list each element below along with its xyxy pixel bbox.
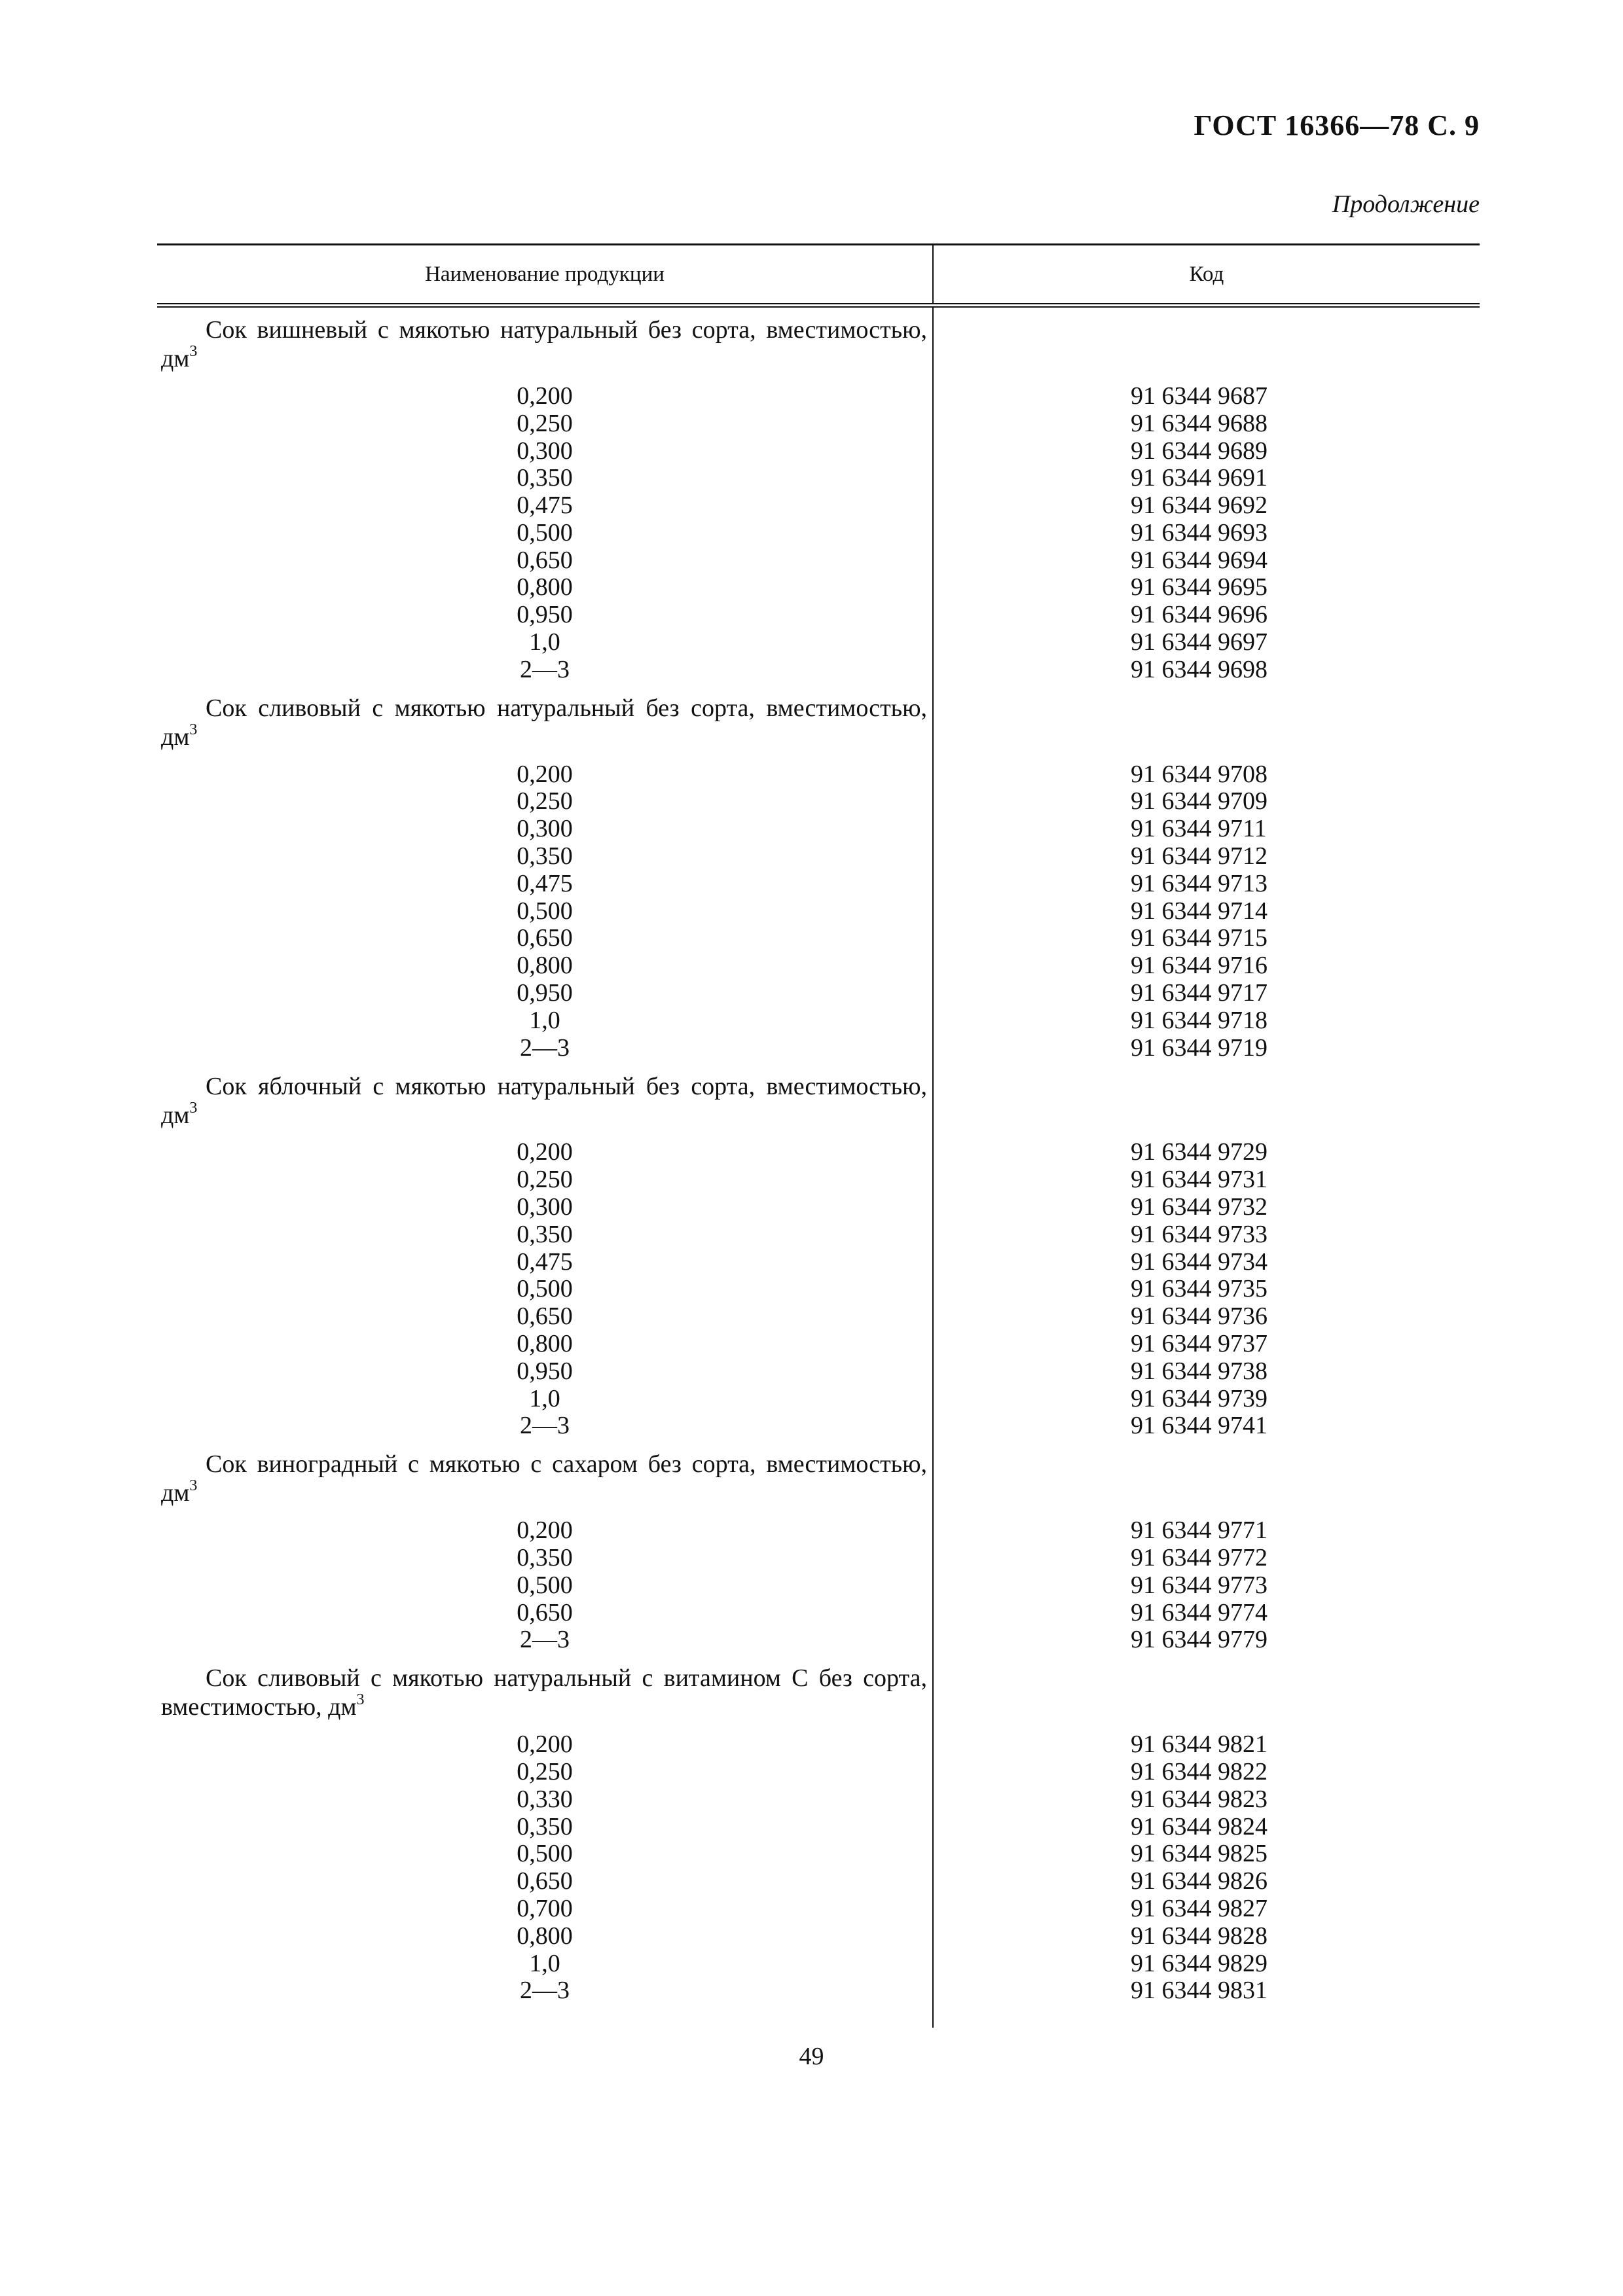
volume-cell — [157, 814, 932, 843]
code-value: 91 6344 9826 — [1131, 1867, 1267, 1895]
code-value: 91 6344 9711 — [1131, 815, 1267, 843]
volume-value: 0,800 — [517, 573, 573, 601]
volume-cell — [157, 1757, 932, 1786]
code-cell — [932, 546, 1480, 575]
volume-cell — [157, 546, 932, 575]
volume-cell — [157, 1138, 932, 1166]
code-value: 91 6344 9825 — [1131, 1840, 1267, 1868]
product-group-title — [157, 694, 927, 751]
code-value: 91 6344 9731 — [1131, 1166, 1267, 1194]
code-value: 91 6344 9736 — [1131, 1302, 1267, 1331]
volume-cell — [157, 382, 932, 410]
code-value: 91 6344 9824 — [1131, 1812, 1267, 1840]
volume-cell — [157, 463, 932, 492]
code-cell — [932, 1867, 1480, 1895]
table-row — [157, 1276, 1480, 1303]
volume-value: 0,950 — [517, 601, 573, 629]
volume-value: 0,350 — [517, 464, 573, 492]
code-value: 91 6344 9773 — [1131, 1571, 1267, 1599]
code-value: 91 6344 9714 — [1131, 897, 1267, 925]
code-value: 91 6344 9823 — [1131, 1785, 1267, 1813]
volume-value: 2—3 — [520, 1412, 570, 1440]
code-cell — [932, 1193, 1480, 1221]
product-group — [157, 308, 1480, 686]
code-cell — [932, 1785, 1480, 1814]
code-cell — [932, 897, 1480, 925]
page-number: 49 — [799, 2043, 824, 2070]
volume-value: 0,250 — [517, 1757, 573, 1785]
code-cell — [932, 1516, 1480, 1545]
table-header — [157, 245, 1480, 308]
code-cell — [932, 1384, 1480, 1413]
code-value: 91 6344 9737 — [1131, 1330, 1267, 1358]
volume-value: 0,350 — [517, 1220, 573, 1248]
table-row — [157, 1840, 1480, 1867]
volume-value: 0,800 — [517, 1330, 573, 1358]
volume-cell — [157, 1165, 932, 1194]
code-cell — [932, 1033, 1480, 1062]
code-value: 91 6344 9779 — [1131, 1626, 1267, 1654]
volume-value: 2—3 — [520, 655, 570, 683]
code-cell — [932, 1006, 1480, 1035]
code-cell — [932, 1411, 1480, 1440]
volume-value: 0,500 — [517, 897, 573, 925]
product-group-title — [157, 1072, 927, 1130]
volume-value: 0,200 — [517, 1138, 573, 1166]
volume-value: 0,350 — [517, 1812, 573, 1840]
volume-value: 0,650 — [517, 1867, 573, 1895]
table-row — [157, 1895, 1480, 1922]
volume-cell — [157, 1571, 932, 1600]
volume-value: 0,250 — [517, 1166, 573, 1194]
table-row — [157, 1950, 1480, 1977]
code-value: 91 6344 9822 — [1131, 1757, 1267, 1785]
code-value: 91 6344 9708 — [1131, 760, 1267, 788]
code-value: 91 6344 9688 — [1131, 409, 1267, 437]
volume-value: 2—3 — [520, 1977, 570, 2005]
table-row — [157, 628, 1480, 656]
volume-cell — [157, 1812, 932, 1841]
volume-cell — [157, 869, 932, 898]
code-value: 91 6344 9828 — [1131, 1922, 1267, 1950]
table-row — [157, 547, 1480, 574]
code-value: 91 6344 9729 — [1131, 1138, 1267, 1166]
volume-cell — [157, 1543, 932, 1572]
volume-value: 0,200 — [517, 1731, 573, 1759]
volume-value: 0,650 — [517, 924, 573, 952]
code-value: 91 6344 9696 — [1131, 601, 1267, 629]
code-cell — [932, 1894, 1480, 1923]
volume-cell — [157, 1516, 932, 1545]
product-group — [157, 686, 1480, 1064]
volume-value: 0,800 — [517, 1922, 573, 1950]
volume-cell — [157, 1839, 932, 1868]
volume-value: 0,500 — [517, 1571, 573, 1599]
unit-superscript: 3 — [189, 1099, 198, 1117]
table-row — [157, 1330, 1480, 1357]
column-header-product-name: Наименование продукции — [157, 245, 934, 303]
table-groups — [157, 308, 1480, 2007]
code-value: 91 6344 9718 — [1131, 1006, 1267, 1034]
document-header: ГОСТ 16366—78 С. 9 — [1194, 109, 1480, 141]
group-rows — [157, 1731, 1480, 2004]
volume-value: 0,475 — [517, 492, 573, 520]
table-row — [157, 1412, 1480, 1440]
code-cell — [932, 1757, 1480, 1786]
code-value: 91 6344 9732 — [1131, 1193, 1267, 1221]
table-row — [157, 437, 1480, 465]
volume-cell — [157, 628, 932, 656]
volume-cell — [157, 1302, 932, 1331]
volume-cell — [157, 1357, 932, 1386]
code-value: 91 6344 9741 — [1131, 1412, 1267, 1440]
code-value: 91 6344 9821 — [1131, 1731, 1267, 1759]
code-value: 91 6344 9774 — [1131, 1598, 1267, 1626]
code-cell — [932, 628, 1480, 656]
column-header-code: Код — [1189, 262, 1224, 286]
table-row — [157, 1922, 1480, 1950]
code-cell — [932, 1247, 1480, 1276]
code-value: 91 6344 9691 — [1131, 464, 1267, 492]
table-row — [157, 656, 1480, 683]
code-cell — [932, 760, 1480, 789]
code-value: 91 6344 9716 — [1131, 952, 1267, 980]
volume-cell — [157, 409, 932, 438]
group-title-text: Сок сливовый с мякотью натуральный без сорта, вместимостью, дм — [161, 694, 927, 751]
volume-value: 0,500 — [517, 518, 573, 547]
volume-cell — [157, 1949, 932, 1978]
table-row — [157, 1813, 1480, 1840]
table-row — [157, 1731, 1480, 1758]
code-cell — [932, 600, 1480, 629]
volume-cell — [157, 951, 932, 980]
volume-cell — [157, 573, 932, 601]
table-row — [157, 492, 1480, 519]
volume-value: 0,700 — [517, 1894, 573, 1922]
volume-value: 0,950 — [517, 979, 573, 1007]
code-value: 91 6344 9713 — [1131, 869, 1267, 897]
group-title-text: Сок сливовый с мякотью натуральный с витамином С без сорта, вместимостью, дм — [161, 1664, 927, 1721]
volume-cell — [157, 1329, 932, 1358]
table-row — [157, 1302, 1480, 1330]
volume-value: 0,950 — [517, 1357, 573, 1385]
product-group-title — [157, 1450, 927, 1507]
code-cell — [932, 518, 1480, 547]
code-value: 91 6344 9709 — [1131, 787, 1267, 816]
table-row — [157, 1385, 1480, 1412]
code-value: 91 6344 9719 — [1131, 1033, 1267, 1062]
code-cell — [932, 1543, 1480, 1572]
volume-cell — [157, 518, 932, 547]
code-cell — [932, 1329, 1480, 1358]
code-cell — [932, 1730, 1480, 1759]
code-cell — [932, 1949, 1480, 1978]
volume-cell — [157, 1894, 932, 1923]
table-row — [157, 410, 1480, 437]
group-title-text: Сок яблочный с мякотью натуральный без сорта, вместимостью, дм — [161, 1072, 927, 1129]
code-value: 91 6344 9827 — [1131, 1894, 1267, 1922]
code-cell — [932, 1976, 1480, 2005]
volume-value: 0,475 — [517, 1247, 573, 1276]
code-cell — [932, 382, 1480, 410]
code-cell — [932, 437, 1480, 465]
group-rows — [157, 761, 1480, 1062]
table-row — [157, 1357, 1480, 1385]
code-value: 91 6344 9697 — [1131, 628, 1267, 656]
volume-value: 0,200 — [517, 760, 573, 788]
code-value: 91 6344 9734 — [1131, 1247, 1267, 1276]
code-cell — [932, 1220, 1480, 1249]
volume-cell — [157, 842, 932, 870]
volume-cell — [157, 1220, 932, 1249]
code-cell — [932, 1274, 1480, 1303]
code-cell — [932, 1357, 1480, 1386]
code-cell — [932, 1302, 1480, 1331]
code-cell — [932, 573, 1480, 601]
code-cell — [932, 1839, 1480, 1868]
volume-cell — [157, 1006, 932, 1035]
code-value: 91 6344 9689 — [1131, 437, 1267, 465]
product-group — [157, 1064, 1480, 1443]
code-value: 91 6344 9717 — [1131, 979, 1267, 1007]
volume-cell — [157, 787, 932, 816]
volume-cell — [157, 1867, 932, 1895]
table-row — [157, 815, 1480, 842]
table-row — [157, 952, 1480, 979]
volume-cell — [157, 978, 932, 1007]
code-cell — [932, 1625, 1480, 1654]
volume-cell — [157, 600, 932, 629]
table-row — [157, 1034, 1480, 1062]
volume-cell — [157, 1976, 932, 2005]
continuation-label: Продолжение — [1332, 190, 1480, 218]
table-body — [157, 308, 1480, 2007]
code-cell — [932, 655, 1480, 684]
product-group-title — [157, 315, 927, 373]
table-row — [157, 1977, 1480, 2004]
code-value: 91 6344 9772 — [1131, 1544, 1267, 1571]
product-group — [157, 1656, 1480, 2007]
volume-cell — [157, 1384, 932, 1413]
code-cell — [932, 491, 1480, 520]
volume-value: 0,800 — [517, 952, 573, 980]
table-row — [157, 601, 1480, 628]
table-row — [157, 1867, 1480, 1895]
table-row — [157, 574, 1480, 601]
volume-value: 0,330 — [517, 1785, 573, 1813]
group-rows — [157, 1516, 1480, 1653]
volume-value: 0,500 — [517, 1275, 573, 1303]
table-row — [157, 1166, 1480, 1193]
volume-cell — [157, 1785, 932, 1814]
code-cell — [932, 951, 1480, 980]
volume-value: 2—3 — [520, 1033, 570, 1062]
group-title-text: Сок виноградный с мякотью с сахаром без сорта, вместимостью, дм — [161, 1450, 927, 1507]
code-value: 91 6344 9771 — [1131, 1516, 1267, 1545]
table-row — [157, 1599, 1480, 1626]
volume-value: 0,250 — [517, 787, 573, 816]
table-row — [157, 1758, 1480, 1785]
volume-value: 0,250 — [517, 409, 573, 437]
table-row — [157, 519, 1480, 547]
code-value: 91 6344 9693 — [1131, 518, 1267, 547]
volume-value: 0,300 — [517, 815, 573, 843]
code-cell — [932, 1165, 1480, 1194]
code-cell — [932, 463, 1480, 492]
product-group — [157, 1442, 1480, 1656]
code-value: 91 6344 9733 — [1131, 1220, 1267, 1248]
volume-cell — [157, 924, 932, 952]
code-value: 91 6344 9831 — [1131, 1977, 1267, 2005]
table-row — [157, 1516, 1480, 1544]
group-rows — [157, 382, 1480, 683]
table-row — [157, 761, 1480, 788]
code-cell — [932, 924, 1480, 952]
code-value: 91 6344 9735 — [1131, 1275, 1267, 1303]
table-row — [157, 1193, 1480, 1221]
code-value: 91 6344 9692 — [1131, 492, 1267, 520]
code-cell — [932, 1922, 1480, 1950]
code-cell — [932, 787, 1480, 816]
unit-superscript: 3 — [189, 721, 198, 738]
code-cell — [932, 1138, 1480, 1166]
volume-cell — [157, 1411, 932, 1440]
code-cell — [932, 1571, 1480, 1600]
table-row — [157, 1221, 1480, 1248]
code-cell — [932, 1812, 1480, 1841]
unit-superscript: 3 — [356, 1691, 365, 1709]
volume-value: 1,0 — [529, 628, 560, 656]
product-group-title — [157, 1664, 927, 1721]
code-value: 91 6344 9829 — [1131, 1949, 1267, 1977]
volume-value: 0,200 — [517, 382, 573, 410]
volume-cell — [157, 1922, 932, 1950]
table-row — [157, 842, 1480, 870]
table-row — [157, 1248, 1480, 1276]
volume-value: 0,650 — [517, 1598, 573, 1626]
volume-cell — [157, 655, 932, 684]
table-row — [157, 1544, 1480, 1571]
volume-value: 0,350 — [517, 842, 573, 870]
volume-cell — [157, 760, 932, 789]
volume-cell — [157, 1598, 932, 1627]
code-value: 91 6344 9687 — [1131, 382, 1267, 410]
code-cell — [932, 814, 1480, 843]
volume-value: 0,650 — [517, 1302, 573, 1331]
volume-value: 0,200 — [517, 1516, 573, 1545]
table-row — [157, 925, 1480, 952]
product-code-table — [157, 243, 1480, 2007]
volume-value: 0,650 — [517, 546, 573, 574]
code-value: 91 6344 9712 — [1131, 842, 1267, 870]
volume-value: 0,300 — [517, 437, 573, 465]
volume-cell — [157, 1247, 932, 1276]
volume-cell — [157, 1274, 932, 1303]
volume-cell — [157, 437, 932, 465]
volume-cell — [157, 1730, 932, 1759]
volume-cell — [157, 1193, 932, 1221]
table-row — [157, 1785, 1480, 1813]
code-value: 91 6344 9739 — [1131, 1384, 1267, 1412]
volume-cell — [157, 491, 932, 520]
table-row — [157, 1626, 1480, 1653]
group-title-text: Сок вишневый с мякотью натуральный без сорта, вместимостью, дм — [161, 316, 927, 372]
table-row — [157, 382, 1480, 410]
table-row — [157, 870, 1480, 897]
code-value: 91 6344 9695 — [1131, 573, 1267, 601]
code-cell — [932, 1598, 1480, 1627]
volume-cell — [157, 1625, 932, 1654]
volume-cell — [157, 897, 932, 925]
table-row — [157, 1007, 1480, 1034]
volume-value: 0,500 — [517, 1840, 573, 1868]
table-row — [157, 788, 1480, 816]
code-value: 91 6344 9694 — [1131, 546, 1267, 574]
code-cell — [932, 869, 1480, 898]
code-value: 91 6344 9715 — [1131, 924, 1267, 952]
table-row — [157, 464, 1480, 492]
table-row — [157, 1139, 1480, 1166]
code-value: 91 6344 9738 — [1131, 1357, 1267, 1385]
unit-superscript: 3 — [189, 1477, 198, 1495]
table-row — [157, 979, 1480, 1007]
group-rows — [157, 1139, 1480, 1440]
unit-superscript: 3 — [189, 343, 198, 360]
table-row — [157, 1571, 1480, 1599]
code-cell — [932, 978, 1480, 1007]
code-cell — [932, 409, 1480, 438]
volume-value: 1,0 — [529, 1384, 560, 1412]
volume-value: 2—3 — [520, 1626, 570, 1654]
code-cell — [932, 842, 1480, 870]
volume-value: 1,0 — [529, 1949, 560, 1977]
table-row — [157, 897, 1480, 925]
volume-cell — [157, 1033, 932, 1062]
volume-value: 0,300 — [517, 1193, 573, 1221]
code-value: 91 6344 9698 — [1131, 655, 1267, 683]
volume-value: 1,0 — [529, 1006, 560, 1034]
volume-value: 0,350 — [517, 1544, 573, 1571]
volume-value: 0,475 — [517, 869, 573, 897]
column-divider — [932, 308, 934, 2028]
